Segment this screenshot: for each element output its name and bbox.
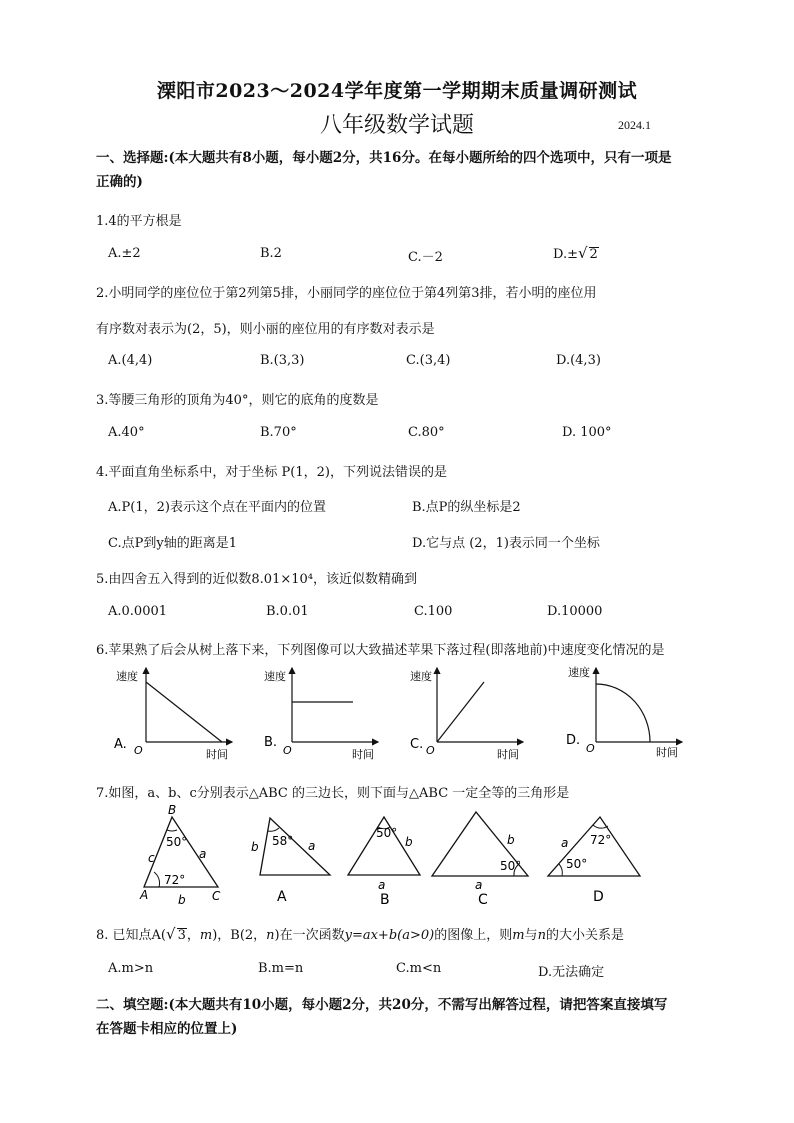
- q3-option-c: C.80°: [408, 425, 445, 440]
- q5-option-b: B.0.01: [266, 604, 309, 619]
- section1-heading-cont: 正确的): [96, 174, 143, 190]
- q7-c-angle: 50°: [500, 859, 522, 873]
- q6-c-label: C.: [410, 737, 424, 752]
- q2-option-b: B.(3,3): [260, 353, 305, 368]
- q7-d-angle1: 72°: [590, 833, 612, 847]
- q6-b-xlabel: 时间: [352, 748, 374, 761]
- q6-graphs: [0, 660, 794, 765]
- q6-graph-a: [114, 668, 232, 761]
- q7-triangle-abc: [139, 803, 221, 907]
- q4-option-a: A.P(1，2)表示这个点在平面内的位置: [108, 500, 326, 515]
- q7-option-d-label: D: [593, 889, 604, 905]
- q7-option-d-figure: [548, 817, 640, 905]
- q7-figures: [0, 800, 794, 910]
- q8-text-1: 8. 已知点A(: [96, 928, 166, 943]
- q6-b-ylabel: 速度: [264, 670, 286, 683]
- q7-option-b-label: B: [380, 892, 390, 908]
- q6-c-origin: O: [426, 744, 435, 757]
- q1-option-a: A.±2: [108, 246, 141, 261]
- q7-c-side1: b: [507, 833, 515, 847]
- q2-option-c: C.(3,4): [406, 353, 451, 368]
- q7-option-a-label: A: [277, 889, 287, 905]
- q7-side-b: b: [178, 893, 186, 907]
- q2-stem: 2.小明同学的座位位于第2列第5排，小丽同学的座位位于第4列第3排，若小明的座位用: [96, 286, 597, 301]
- q6-c-curve: [437, 682, 484, 742]
- q1-option-d: [553, 244, 599, 262]
- q7-angle-a: 72°: [164, 873, 186, 887]
- q4-option-b: B.点P的纵坐标是2: [412, 500, 521, 515]
- q6-d-label: D.: [566, 733, 581, 748]
- q6-c-xlabel: 时间: [497, 748, 519, 761]
- q7-d-side1: a: [561, 836, 569, 850]
- section2-heading-cont: 在答题卡相应的位置上): [96, 1021, 238, 1037]
- q7-option-b-figure: [348, 817, 420, 908]
- q6-graph-d: [566, 665, 682, 759]
- q7-option-c-label: C: [478, 892, 488, 908]
- q8-text-5: 的图像上，则: [434, 928, 513, 943]
- q8-text-6: 与: [524, 928, 538, 943]
- q6-a-xlabel: 时间: [206, 748, 228, 761]
- q7-b-side1: b: [405, 835, 413, 849]
- q6-graph-c: [410, 668, 523, 761]
- q3-option-d: D. 100°: [562, 425, 612, 440]
- q6-b-origin: O: [283, 744, 292, 757]
- q7-a-side1: b: [251, 840, 259, 854]
- q8-option-c: C.m<n: [396, 961, 442, 976]
- q6-a-ylabel: 速度: [116, 670, 138, 683]
- q4-option-c: C.点P到y轴的距离是1: [108, 536, 237, 551]
- q8-function: y=ax+b(a>0): [344, 928, 435, 943]
- q4-option-d: D.它与点 (2，1)表示同一个坐标: [412, 536, 600, 551]
- exam-date: 2024.1: [618, 118, 651, 132]
- q7-option-a-figure: [251, 818, 330, 905]
- q7-c-side2: a: [475, 878, 483, 892]
- q6-stem: 6.苹果熟了后会从树上落下来，下列图像可以大致描述苹果下落过程(即落地前)中速度变化情况的是: [96, 643, 665, 658]
- q8-option-b: B.m=n: [258, 961, 304, 976]
- q8-var-m-2: m: [512, 928, 525, 943]
- q2-option-d: D.(4,3): [556, 353, 601, 368]
- q6-d-xlabel: 时间: [656, 746, 678, 759]
- q7-side-a: a: [199, 847, 207, 861]
- q1-option-b: B.2: [260, 246, 282, 261]
- q6-a-curve: [146, 682, 222, 742]
- q8-stem: [96, 924, 624, 943]
- q8-var-n: n: [266, 928, 275, 943]
- q4-stem: 4.平面直角坐标系中，对于坐标 P(1，2)，下列说法错误的是: [96, 465, 447, 480]
- q7-vertex-a: A: [140, 888, 149, 902]
- q6-d-ylabel: 速度: [568, 666, 590, 679]
- exam-title: 溧阳市2023～2024学年度第一学期期末质量调研测试: [156, 80, 638, 102]
- q7-vertex-b: B: [168, 803, 177, 817]
- q8-text-7: 的大小关系是: [545, 928, 624, 943]
- q7-stem: 7.如图，a、b、c分别表示△ABC 的三边长，则下面与△ABC 一定全等的三角形是: [96, 786, 570, 801]
- q8-text-4: )在一次函数: [274, 928, 345, 943]
- q7-d-angle2: 50°: [566, 857, 588, 871]
- q6-c-ylabel: 速度: [410, 670, 432, 683]
- q5-stem: 5.由四舍五入得到的近似数8.01×10⁴，该近似数精确到: [96, 572, 417, 587]
- q1-option-c: C.－2: [408, 250, 443, 265]
- q7-b-side2: a: [378, 878, 386, 892]
- q6-b-label: B.: [264, 735, 278, 750]
- q7-b-angle: 50°: [376, 826, 398, 840]
- q8-option-d: D.无法确定: [538, 965, 605, 980]
- exam-subtitle: 八年级数学试题: [319, 113, 474, 138]
- sqrt-icon: √: [166, 925, 176, 943]
- q7-a-angle: 58°: [272, 834, 294, 848]
- q6-a-label: A.: [114, 737, 127, 752]
- q8-text-2: ，: [186, 928, 200, 943]
- q3-option-a: A.40°: [108, 425, 145, 440]
- q1-option-d-prefix: D.±: [553, 247, 578, 262]
- q2-stem-cont: 有序数对表示为(2，5)，则小丽的座位用的有序数对表示是: [96, 322, 435, 337]
- q8-var-m: m: [199, 928, 213, 943]
- q7-side-c: c: [148, 851, 155, 865]
- q2-option-a: A.(4,4): [108, 353, 153, 368]
- q5-option-c: C.100: [414, 604, 453, 619]
- q6-d-origin: O: [586, 742, 595, 755]
- q7-angle-b: 50°: [166, 835, 188, 849]
- q5-option-d: D.10000: [547, 604, 603, 619]
- q5-option-a: A.0.0001: [108, 604, 168, 619]
- q8-var-n-2: n: [537, 928, 546, 943]
- q7-option-c-figure: [432, 812, 528, 908]
- section1-heading: 一、选择题:(本大题共有8小题，每小题2分，共16分。在每小题所给的四个选项中，只有一项是: [96, 150, 672, 166]
- q7-vertex-c: C: [212, 889, 221, 903]
- q8-option-a: A.m>n: [108, 961, 154, 976]
- q8-radicand: 3: [177, 928, 186, 943]
- q6-a-origin: O: [134, 744, 143, 757]
- q7-a-side2: a: [308, 839, 316, 853]
- q6-d-curve: [596, 684, 650, 742]
- q3-stem: 3.等腰三角形的顶角为40°，则它的底角的度数是: [96, 393, 379, 408]
- q3-option-b: B.70°: [260, 425, 297, 440]
- q8-text-3: )，B(2，: [212, 928, 267, 943]
- section2-heading: 二、填空题:(本大题共有10小题，每小题2分，共20分，不需写出解答过程，请把答案直接填写: [96, 997, 668, 1013]
- q6-graph-b: [264, 668, 378, 761]
- sqrt-icon: √: [577, 244, 588, 262]
- q1-stem: 1.4的平方根是: [96, 214, 182, 229]
- q1-option-d-radicand: 2: [589, 247, 598, 262]
